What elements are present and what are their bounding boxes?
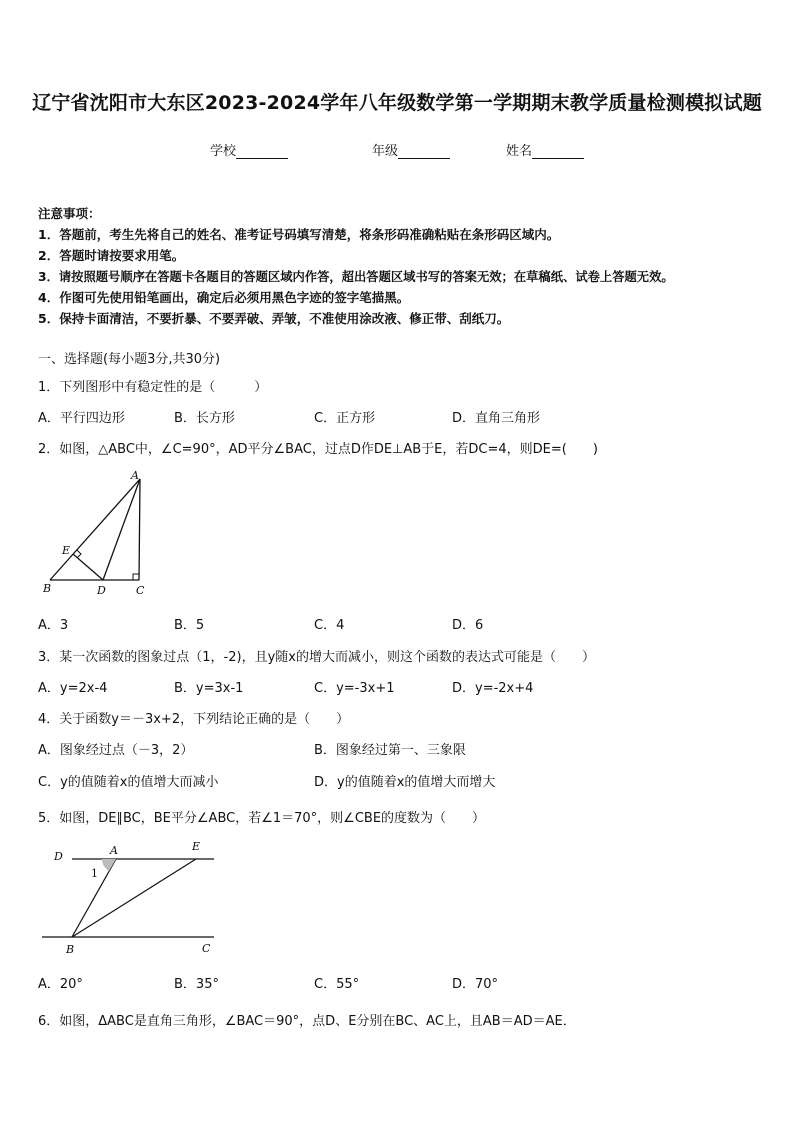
question-5-stem: 5．如图，DE∥BC，BE平分∠ABC，若∠1＝70°，则∠CBE的度数为（ ） xyxy=(38,811,486,826)
q1-option-b: B．长方形 xyxy=(174,411,235,426)
section-heading: 一、选择题(每小题3分,共30分) xyxy=(38,352,221,367)
grade-field xyxy=(372,140,450,159)
q5-label-d: D xyxy=(54,850,63,863)
name-label: 姓名 xyxy=(506,144,533,159)
note-item: 1．答题前，考生先将自己的姓名、准考证号码填写清楚，将条形码准确粘贴在条形码区域内。 xyxy=(38,227,560,242)
q1-option-d: D．直角三角形 xyxy=(452,411,541,426)
q1-option-a: A．平行四边形 xyxy=(38,411,125,426)
question-2-stem: 2．如图，△ABC中，∠C=90°，AD平分∠BAC，过点D作DE⊥AB于E，若DC=4，则DE=( ) xyxy=(38,442,598,457)
name-blank xyxy=(532,146,584,159)
school-label: 学校 xyxy=(210,144,237,159)
q5-label-c: C xyxy=(202,942,211,955)
q2-triangle-figure xyxy=(30,466,160,600)
note-item: 5．保持卡面清洁，不要折暴、不要弄破、弄皱，不准使用涂改液、修正带、刮纸刀。 xyxy=(38,311,510,326)
q5-label-b: B xyxy=(66,943,75,956)
q5-option-b: B．35° xyxy=(174,977,219,992)
q3-option-b: B．y=3x-1 xyxy=(174,681,244,696)
note-item: 3．请按照题号顺序在答题卡各题目的答题区域内作答，超出答题区域书写的答案无效；在草稿纸、试卷上答题无效。 xyxy=(38,270,674,284)
q3-option-c: C．y=-3x+1 xyxy=(314,681,395,696)
question-6-stem: 6．如图，ΔABC是直角三角形，∠BAC＝90°，点D、E分别在BC、AC上，且AB＝AD＝AE． xyxy=(38,1014,576,1029)
q5-label-angle-1: 1 xyxy=(91,867,98,880)
q5-label-e: E xyxy=(192,840,201,853)
q5-label-a: A xyxy=(110,844,118,857)
note-item: 2．答题时请按要求用笔。 xyxy=(38,248,185,263)
question-3-stem: 3．某一次函数的图象过点（1，-2)，且y随x的增大而减小，则这个函数的表达式可能是（ ） xyxy=(38,650,595,665)
q5-option-a: A．20° xyxy=(38,977,83,992)
q5-option-d: D．70° xyxy=(452,977,499,992)
q3-option-a: A．y=2x-4 xyxy=(38,681,108,696)
grade-blank xyxy=(398,146,450,159)
name-field xyxy=(506,140,584,159)
q4-option-c: C．y的值随着x的值增大而减小 xyxy=(38,775,219,790)
school-blank xyxy=(236,146,288,159)
q2-label-a: A xyxy=(131,469,139,482)
question-4-stem: 4．关于函数y＝－3x+2，下列结论正确的是（ ） xyxy=(38,712,350,727)
q4-option-d: D．y的值随着x的值增大而增大 xyxy=(314,775,496,790)
q2-label-b: B xyxy=(43,582,52,595)
q3-option-d: D．y=-2x+4 xyxy=(452,681,534,696)
notes-heading: 注意事项： xyxy=(38,206,101,221)
q2-label-e: E xyxy=(62,544,71,557)
q2-option-b: B．5 xyxy=(174,618,205,633)
q2-label-c: C xyxy=(136,584,145,597)
q2-option-d: D．6 xyxy=(452,618,484,633)
q2-option-c: C．4 xyxy=(314,618,345,633)
page-title: 辽宁省沈阳市大东区2023-2024学年八年级数学第一学期期末教学质量检测模拟试题 xyxy=(32,92,762,114)
q2-label-d: D xyxy=(97,584,106,597)
q4-option-a: A．图象经过点（－3，2） xyxy=(38,743,194,758)
school-field xyxy=(210,140,288,159)
note-item: 4．作图可先使用铅笔画出，确定后必须用黑色字迹的签字笔描黑。 xyxy=(38,290,410,305)
q2-option-a: A．3 xyxy=(38,618,69,633)
q4-option-b: B．图象经过第一、三象限 xyxy=(314,743,466,758)
q1-option-c: C．正方形 xyxy=(314,411,376,426)
q5-parallel-lines-figure xyxy=(38,836,228,960)
q5-option-c: C．55° xyxy=(314,977,360,992)
question-1-stem: 1．下列图形中有稳定性的是（ ） xyxy=(38,380,268,395)
grade-label: 年级 xyxy=(372,144,399,159)
